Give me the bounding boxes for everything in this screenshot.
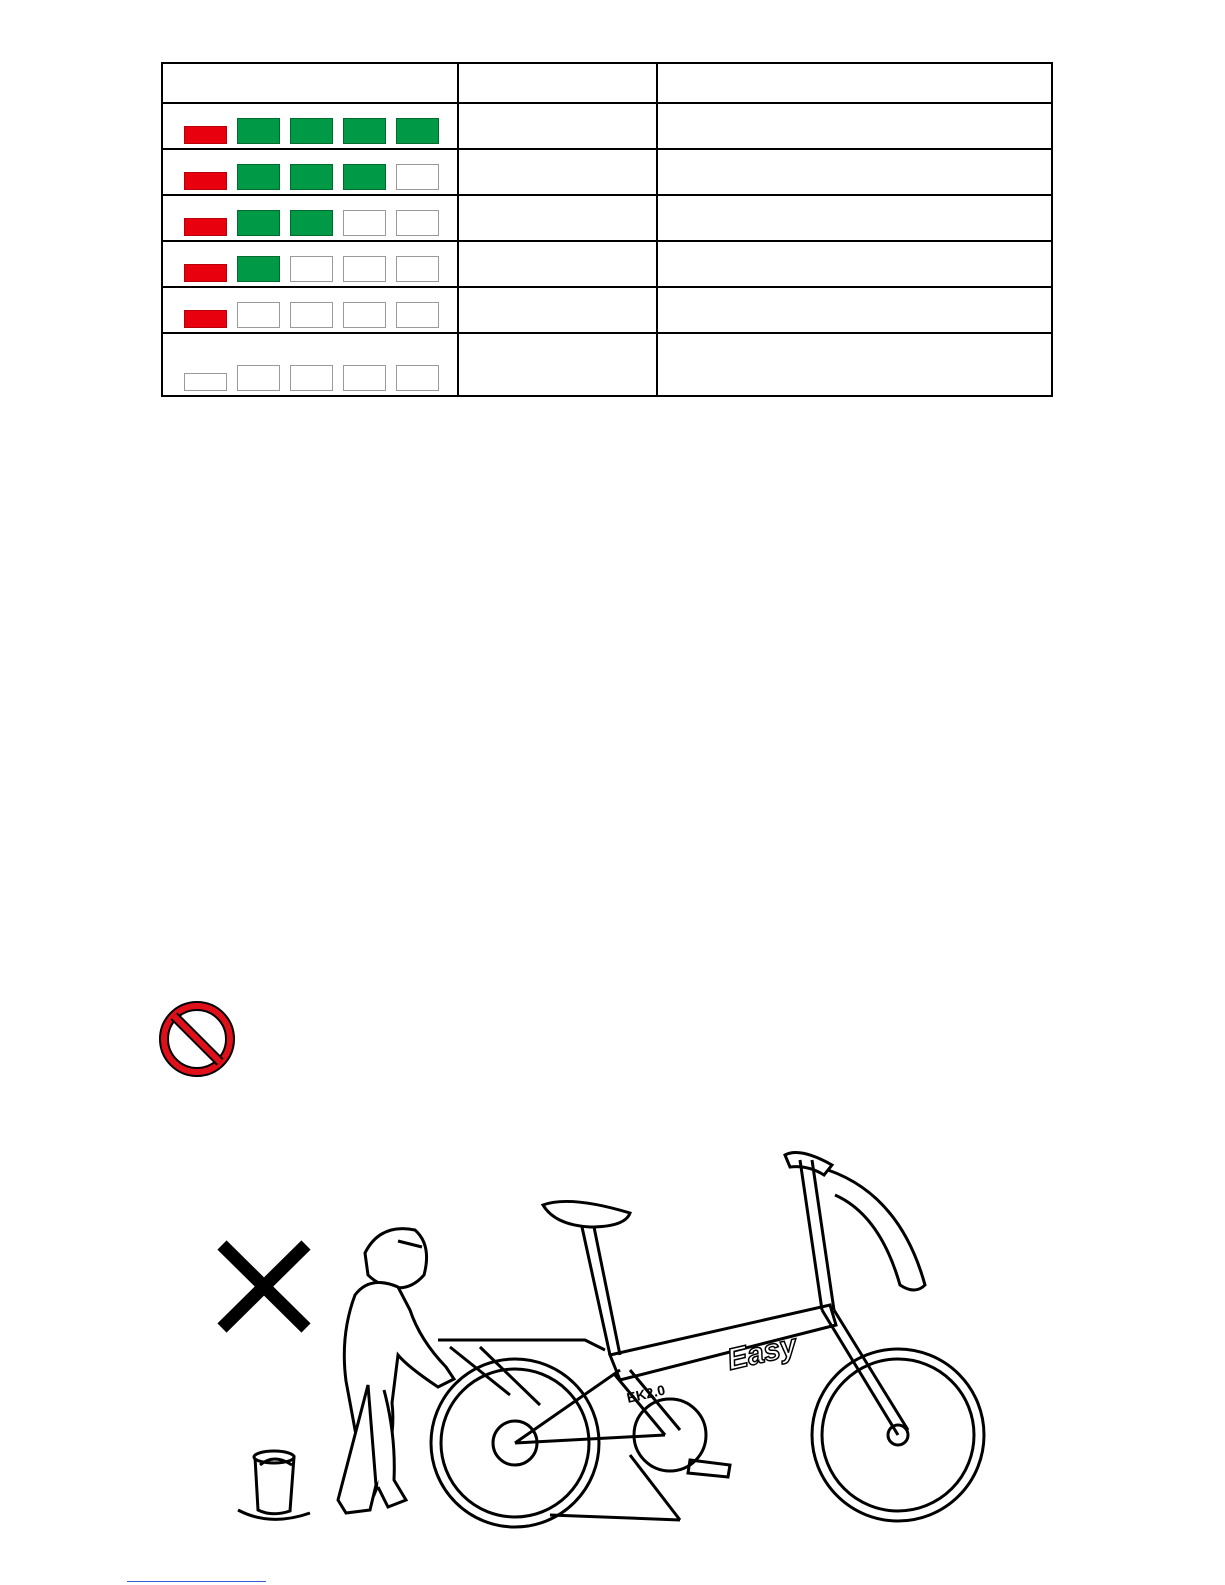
led-off [290, 256, 333, 282]
footer-link-underline [127, 1581, 266, 1582]
led-off [396, 365, 439, 391]
led-green [237, 164, 280, 190]
led-indicator-cell [162, 287, 458, 333]
frame-model-label: EK2.0 [625, 1381, 667, 1406]
led-green [343, 164, 386, 190]
header-col2 [458, 63, 657, 103]
table-cell [657, 241, 1052, 287]
led-off [290, 302, 333, 328]
table-cell [657, 287, 1052, 333]
led-green [290, 210, 333, 236]
led-off [343, 256, 386, 282]
led-off [396, 302, 439, 328]
led-red [184, 126, 227, 144]
table-cell [657, 333, 1052, 396]
frame-brand-label: Easy [724, 1328, 800, 1377]
battery-level-leds [163, 104, 457, 148]
led-off [396, 256, 439, 282]
x-mark-icon [222, 1245, 306, 1328]
led-green [237, 210, 280, 236]
battery-level-leds [163, 196, 457, 240]
led-off [343, 210, 386, 236]
led-indicator-cell [162, 333, 458, 396]
led-red [184, 218, 227, 236]
led-off [396, 210, 439, 236]
led-green [290, 118, 333, 144]
led-indicator-cell [162, 195, 458, 241]
led-red [184, 264, 227, 282]
led-off [290, 365, 333, 391]
table-cell [458, 241, 657, 287]
table-cell [458, 195, 657, 241]
led-off [343, 302, 386, 328]
battery-indicator-table [161, 62, 1053, 397]
table-cell [458, 287, 657, 333]
table-row [162, 287, 1052, 333]
folding-bicycle [431, 1153, 984, 1527]
led-off [184, 373, 227, 391]
bucket [238, 1451, 310, 1519]
table-cell [458, 149, 657, 195]
led-off [237, 302, 280, 328]
led-indicator-cell [162, 149, 458, 195]
led-indicator-cell [162, 103, 458, 149]
led-red [184, 172, 227, 190]
battery-level-leds [163, 334, 457, 395]
led-green [290, 164, 333, 190]
led-red [184, 310, 227, 328]
table-header-row [162, 63, 1052, 103]
no-washing-illustration [210, 1135, 1000, 1535]
table-row [162, 195, 1052, 241]
table-cell [657, 149, 1052, 195]
battery-level-leds [163, 150, 457, 194]
header-col3 [657, 63, 1052, 103]
table-cell [458, 333, 657, 396]
table-row [162, 241, 1052, 287]
led-green [343, 118, 386, 144]
led-green [396, 118, 439, 144]
led-green [237, 118, 280, 144]
led-off [396, 164, 439, 190]
led-off [343, 365, 386, 391]
battery-level-leds [163, 242, 457, 286]
table-cell [458, 103, 657, 149]
header-indicator [162, 63, 458, 103]
table-row [162, 149, 1052, 195]
led-indicator-cell [162, 241, 458, 287]
table-row [162, 103, 1052, 149]
table-cell [657, 195, 1052, 241]
battery-level-leds [163, 288, 457, 332]
table-cell [657, 103, 1052, 149]
table-row [162, 333, 1052, 396]
led-off [237, 365, 280, 391]
prohibition-icon [159, 1001, 235, 1077]
led-green [237, 256, 280, 282]
